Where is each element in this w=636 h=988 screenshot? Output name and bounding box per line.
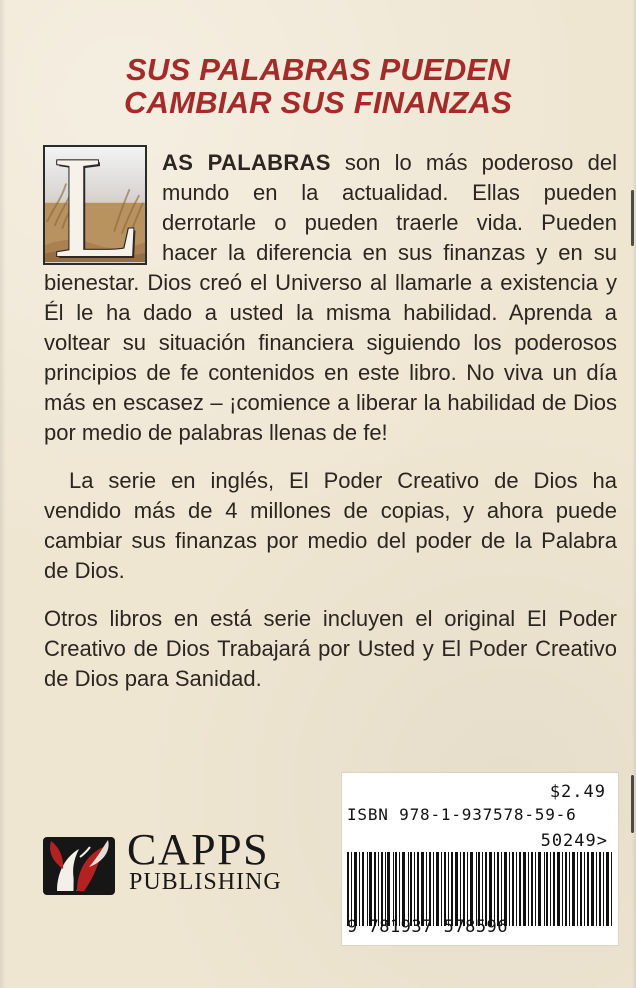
leaf-sprout-logo-icon — [41, 833, 117, 899]
intro-lead-words: AS PALABRAS — [162, 150, 331, 175]
cover-right-edge — [632, 0, 636, 988]
intro-paragraph-text: son lo más poderoso del mundo en la actualidad. Ellas pueden derrotarle o pueden traerle vida. Pueden hacer la diferencia en sus finanzas y en su bienestar. Dios creó el Universo al llamarle a existencia y Él le ha dado a usted la misma habilidad. Aprenda a voltear su situación financiera siguiendo los poderosos principios de fe contenidos en este libro. No viva un día más en escasez – ¡comience a liberar la habilidad de Dios por medio de palabras llenas de fe! — [44, 150, 617, 445]
capps-publishing-logo — [41, 825, 311, 903]
intro-paragraph — [44, 148, 617, 448]
cover-edge-mark-top — [631, 190, 634, 246]
publisher-name: CAPPS — [127, 825, 270, 874]
cover-edge-mark-bottom — [631, 775, 634, 833]
series-sales-paragraph: La serie en inglés, El Poder Creativo de Dios ha vendido más de 4 millones de copias, y ahora puede cambiar sus finanzas por medio del poder de la Palabra de Dios. — [44, 468, 617, 583]
back-cover-copy — [44, 148, 617, 712]
barcode-number: 9 781937 578596 — [347, 917, 509, 937]
barcode-isbn: ISBN 978-1-937578-59-6 — [347, 805, 577, 824]
back-cover-headline — [40, 53, 596, 119]
publisher-subtitle: PUBLISHING — [129, 869, 282, 895]
headline-line-1: SUS PALABRAS PUEDEN — [126, 52, 510, 87]
cover-spine-shadow — [0, 0, 6, 988]
other-books-paragraph: Otros libros en está serie incluyen el original El Poder Creativo de Dios Trabajará por Usted y El Poder Creativo de Dios para Sanidad. — [44, 606, 617, 691]
drop-cap-letter: L — [53, 145, 143, 265]
barcode-box — [342, 773, 618, 945]
barcode-addon-code: 50249> — [540, 831, 608, 851]
barcode-price: $2.49 — [549, 782, 606, 802]
barcode-icon — [347, 852, 613, 926]
headline-line-2: CAMBIAR SUS FINANZAS — [123, 85, 513, 120]
